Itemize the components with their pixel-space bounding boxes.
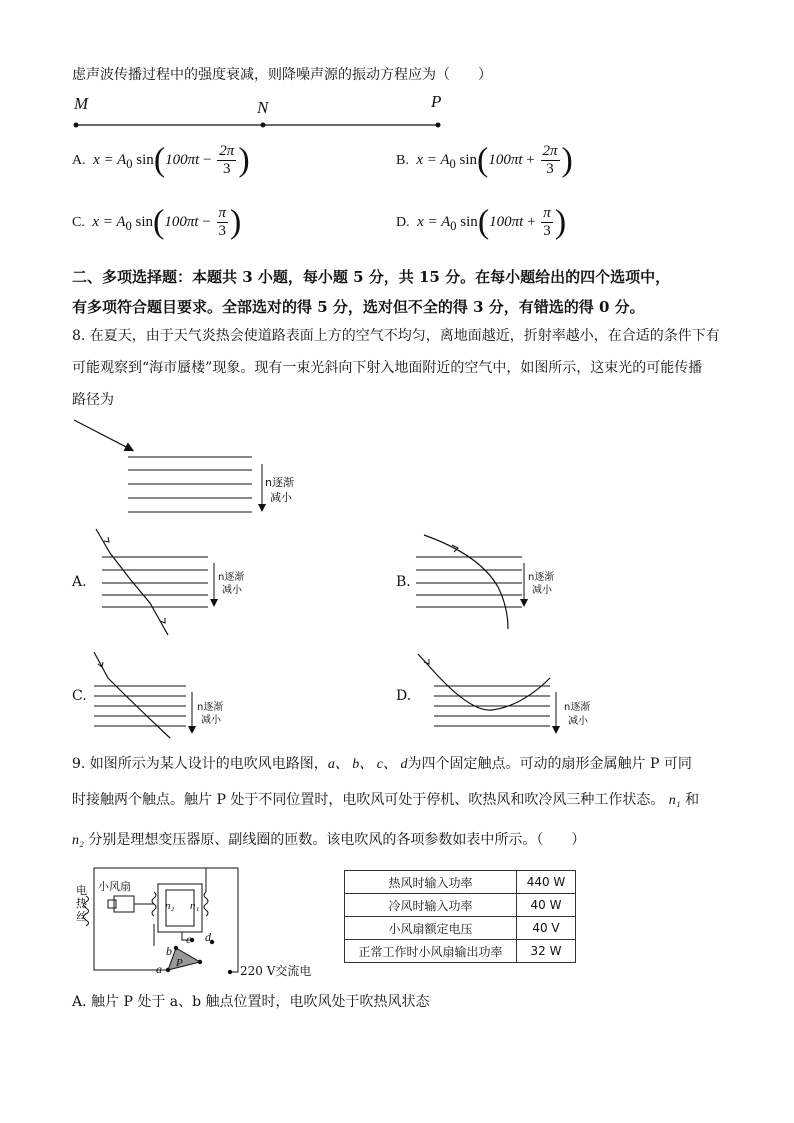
- q9-supply-label: 220 V交流电: [240, 964, 312, 978]
- q9-line1: 9. 如图所示为某人设计的电吹风电路图，a、 b、 c、 d为四个固定触点。可动的扇形金属触片 P 可同: [72, 756, 692, 772]
- q8-option-d-figure: [412, 648, 582, 748]
- mnp-line: [70, 118, 450, 132]
- table-row: 热风时输入功率 440 W: [345, 871, 576, 894]
- q9-line2: 时接触两个触点。触片 P 处于不同位置时，电吹风可处于停机、吹热风和吹冷风三种工作状态。 n₁ 和: [72, 792, 700, 808]
- label-m: M: [74, 94, 89, 113]
- q9-slider-p: P: [176, 957, 183, 969]
- q8-line2: 可能观察到“海市蜃楼”现象。现有一束光斜向下射入地面附近的空气中，如图所示，这束光的可能传播: [72, 360, 703, 376]
- q8-option-b-figure: [410, 525, 580, 635]
- table-row: 正常工作时小风扇输出功率 32 W: [345, 940, 576, 963]
- q8-option-b-label[interactable]: B.: [396, 574, 411, 590]
- q9-line3: n₂ 分别是理想变压器原、副线圈的匝数。该电吹风的各项参数如表中所示。（ ）: [72, 832, 586, 848]
- q9-contact-d: d: [205, 930, 211, 944]
- q8-b-n-label1: n逐渐: [528, 572, 555, 583]
- q8-d-n-label2: 减小: [568, 716, 588, 727]
- q9-heater-label: 电 热 丝: [76, 884, 87, 923]
- q8-c-n-label1: n逐渐: [197, 702, 224, 713]
- q8-b-n-label2: 减小: [532, 585, 552, 596]
- label-n: N: [257, 98, 269, 117]
- q9-n2-label: n₂: [165, 900, 175, 912]
- q8-line1: 8. 在夏天，由于天气炎热会使道路表面上方的空气不均匀，离地面越近，折射率越小，在合适的条件下有: [72, 328, 720, 344]
- q8-a-n-label1: n逐渐: [218, 572, 245, 583]
- q8-option-c-label[interactable]: C.: [72, 688, 87, 704]
- q9-contact-c: c: [186, 932, 192, 946]
- q8-option-d-label[interactable]: D.: [396, 688, 412, 704]
- q9-contact-b: b: [166, 944, 172, 958]
- q8-line3: 路径为: [72, 392, 114, 408]
- q7-option-b[interactable]: B. $x = A_0$ sin(100πt + $\frac{2\pi}{3}$ ): [396, 141, 573, 179]
- q7-stem: 虑声波传播过程中的强度衰减，则降噪声源的振动方程应为（ ）: [72, 67, 492, 83]
- section2-line1: 二、多项选择题：本题共 3 小题，每小题 5 分，共 15 分。在每小题给出的四个选项中，: [72, 268, 671, 286]
- label-p: P: [431, 92, 442, 111]
- q8-main-figure: [70, 412, 320, 522]
- q8-main-n-label2: 减小: [270, 491, 292, 504]
- q7-option-c[interactable]: C. $x = A_0$ sin(100πt − $\frac{\pi}{3}$ ): [72, 203, 242, 241]
- q8-d-n-label1: n逐渐: [564, 702, 591, 713]
- table-row: 冷风时输入功率 40 W: [345, 894, 576, 917]
- section2-line2: 有多项符合题目要求。全部选对的得 5 分，选对但不全的得 3 分，有错选的得 0 分。: [72, 298, 645, 316]
- q9-contact-a: a: [156, 962, 162, 976]
- q8-option-a-label[interactable]: A.: [72, 574, 87, 590]
- q9-param-table: [344, 870, 576, 963]
- q7-option-a[interactable]: A. $x = A_0$ sin(100πt − $\frac{2\pi}{3}$ ): [72, 141, 250, 179]
- q8-c-n-label2: 减小: [201, 715, 221, 726]
- q8-main-n-label1: n逐渐: [265, 476, 294, 489]
- q9-n1-label: n₁: [190, 900, 200, 912]
- q9-fan-label: 小风扇: [98, 880, 131, 893]
- q7-option-d[interactable]: D. $x = A_0$ sin(100πt + $\frac{\pi}{3}$ ): [396, 203, 567, 241]
- q9-option-a[interactable]: A. 触片 P 处于 a、b 触点位置时，电吹风处于吹热风状态: [72, 994, 430, 1010]
- q8-a-n-label2: 减小: [222, 585, 242, 596]
- table-row: 小风扇额定电压 40 V: [345, 917, 576, 940]
